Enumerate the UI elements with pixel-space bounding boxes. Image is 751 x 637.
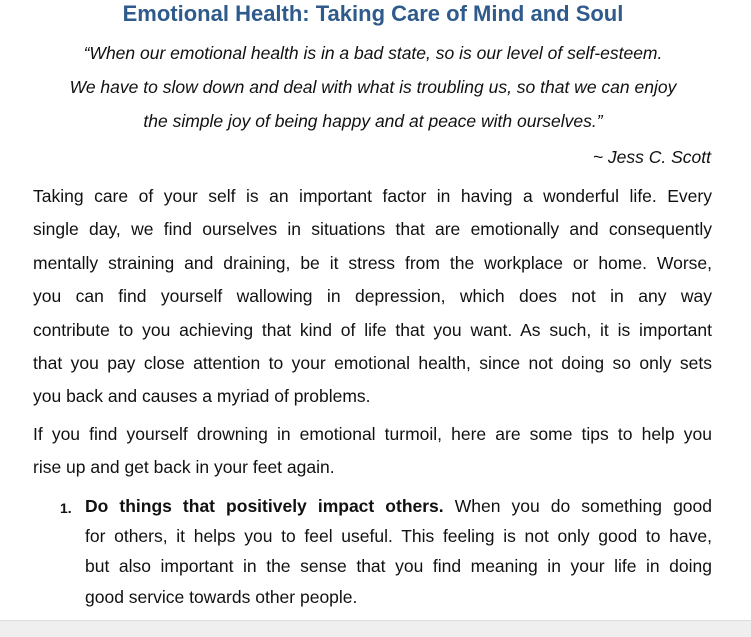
- paragraph-line: single day, we find ourselves in situations that are emotionally and consequently: [33, 219, 712, 240]
- list-item-number: 1.: [60, 500, 72, 516]
- list-item-first-line: [85, 491, 712, 521]
- list-item-heading: Do things that positively impact others.: [85, 496, 444, 516]
- paragraph-line: that you pay close attention to your emotional health, since not doing so only sets: [33, 353, 712, 374]
- quote-line: the simple joy of being happy and at peace with ourselves.”: [143, 111, 603, 131]
- body-paragraph-2: [33, 418, 712, 485]
- paragraph-line: you can find yourself wallowing in depression, which does not in any way: [33, 286, 712, 307]
- quote-line: We have to slow down and deal with what is troubling us, so that we can enjoy: [69, 77, 677, 97]
- paragraph-line: you back and causes a myriad of problems.: [33, 386, 371, 407]
- paragraph-line: Taking care of your self is an important factor in having a wonderful life. Every: [33, 186, 712, 206]
- paragraph-line: rise up and get back in your feet again.: [33, 457, 335, 478]
- list-item-line: good service towards other people.: [85, 586, 358, 607]
- paragraph-line: contribute to you achieving that kind of life that you want. As such, it is important: [33, 319, 712, 340]
- paragraph-line: If you find yourself drowning in emotional turmoil, here are some tips to help you: [33, 424, 712, 444]
- quote-line: “When our emotional health is in a bad state, so is our level of self-esteem.: [83, 43, 663, 63]
- quote-author: ~ Jess C. Scott: [592, 147, 711, 167]
- body-paragraph-1: [33, 180, 712, 414]
- viewer-bottom-bar: [0, 620, 751, 637]
- list-item-line: but also important in the sense that you find meaning in your life in doing: [85, 556, 712, 577]
- list-item-first-line-text: When you do something good: [443, 496, 712, 516]
- epigraph-quote: [0, 36, 746, 138]
- document-title: Emotional Health: Taking Care of Mind and Soul: [122, 1, 624, 26]
- paragraph-line: mentally straining and draining, be it stress from the workplace or home. Worse,: [33, 252, 712, 273]
- list-item: [85, 491, 712, 612]
- list-item-line: for others, it helps you to feel useful. This feeling is not only good to have,: [85, 526, 712, 547]
